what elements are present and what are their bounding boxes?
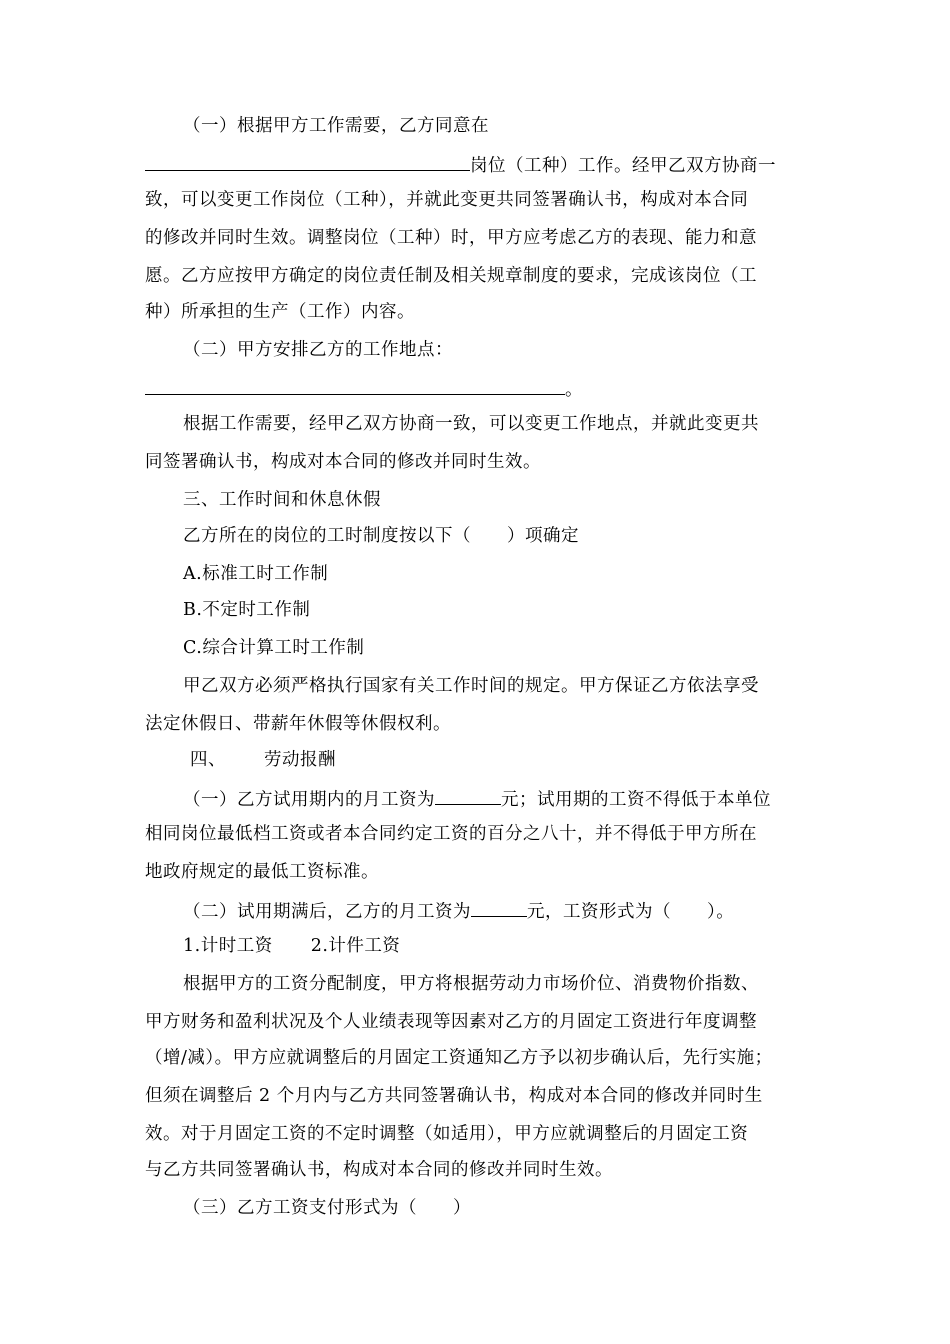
option-item: A.标准工时工作制 <box>183 564 329 584</box>
text-line: 根据工作需要，经甲乙双方协商一致，可以变更工作地点，并就此变更共 <box>183 414 759 434</box>
text-line: 根据甲方的工资分配制度，甲方将根据劳动力市场价位、消费物价指数、 <box>183 974 759 994</box>
text-line: （二）甲方安排乙方的工作地点： <box>183 340 453 360</box>
text-line: 与乙方共同签署确认书，构成对本合同的修改并同时生效。 <box>145 1160 613 1180</box>
text-line: 地政府规定的最低工资标准。 <box>145 862 379 882</box>
fill-blank-location <box>145 377 565 395</box>
text-line: 致，可以变更工作岗位（工种），并就此变更共同签署确认书，构成对本合同 <box>145 190 749 210</box>
text-line <box>183 935 851 957</box>
text-line <box>183 787 851 811</box>
text-line: 同签署确认书，构成对本合同的修改并同时生效。 <box>145 452 541 472</box>
fill-blank-monthly-wage <box>471 899 527 917</box>
section-heading-number: 四、 <box>190 750 226 770</box>
text-line: 但须在调整后 2 个月内与乙方共同签署确认书，构成对本合同的修改并同时生 <box>145 1086 763 1106</box>
fill-blank-probation-wage <box>435 787 501 805</box>
text-line-segment: 元；试用期的工资不得低于本单位 <box>501 790 771 810</box>
fill-blank-position <box>145 153 470 171</box>
text-line: 种）所承担的生产（工作）内容。 <box>145 302 415 322</box>
text-line <box>145 153 813 177</box>
option-item: B.不定时工作制 <box>183 600 311 620</box>
text-line-segment: 。 <box>565 380 583 400</box>
option-item: C.综合计算工时工作制 <box>183 638 365 658</box>
option-item: 2.计件工资 <box>310 936 401 956</box>
text-line: （增/减）。甲方应就调整后的月固定工资通知乙方予以初步确认后，先行实施； <box>145 1048 773 1068</box>
section-heading-title: 劳动报酬 <box>264 750 336 770</box>
text-line-segment: 岗位（工种）工作。经甲乙双方协商一 <box>470 156 776 176</box>
text-line-segment: 元，工资形式为（ ）。 <box>527 902 735 922</box>
text-line: 的修改并同时生效。调整岗位（工种）时，甲方应考虑乙方的表现、能力和意 <box>145 228 757 248</box>
text-line: 效。对于月固定工资的不定时调整（如适用），甲方应就调整后的月固定工资 <box>145 1124 749 1144</box>
text-line: （一）根据甲方工作需要，乙方同意在 <box>183 116 489 136</box>
text-line-segment: （一）乙方试用期内的月工资为 <box>183 790 435 810</box>
text-line: 法定休假日、带薪年休假等休假权利。 <box>145 714 451 734</box>
text-line: （三）乙方工资支付形式为（ ） <box>183 1198 471 1218</box>
option-item: 1.计时工资 <box>183 936 273 956</box>
text-line: 甲方财务和盈利状况及个人业绩表现等因素对乙方的月固定工资进行年度调整 <box>145 1012 757 1032</box>
text-line <box>183 899 851 923</box>
section-heading: 三、工作时间和休息休假 <box>183 490 381 510</box>
text-line: 甲乙双方必须严格执行国家有关工作时间的规定。甲方保证乙方依法享受 <box>183 676 759 696</box>
section-heading <box>190 749 858 771</box>
text-line: 愿。乙方应按甲方确定的岗位责任制及相关规章制度的要求，完成该岗位（工 <box>145 266 757 286</box>
text-line: 相同岗位最低档工资或者本合同约定工资的百分之八十，并不得低于甲方所在 <box>145 824 757 844</box>
text-line: 乙方所在的岗位的工时制度按以下（ ）项确定 <box>183 526 579 546</box>
text-line-segment: （二）试用期满后，乙方的月工资为 <box>183 902 471 922</box>
text-line <box>145 377 813 401</box>
